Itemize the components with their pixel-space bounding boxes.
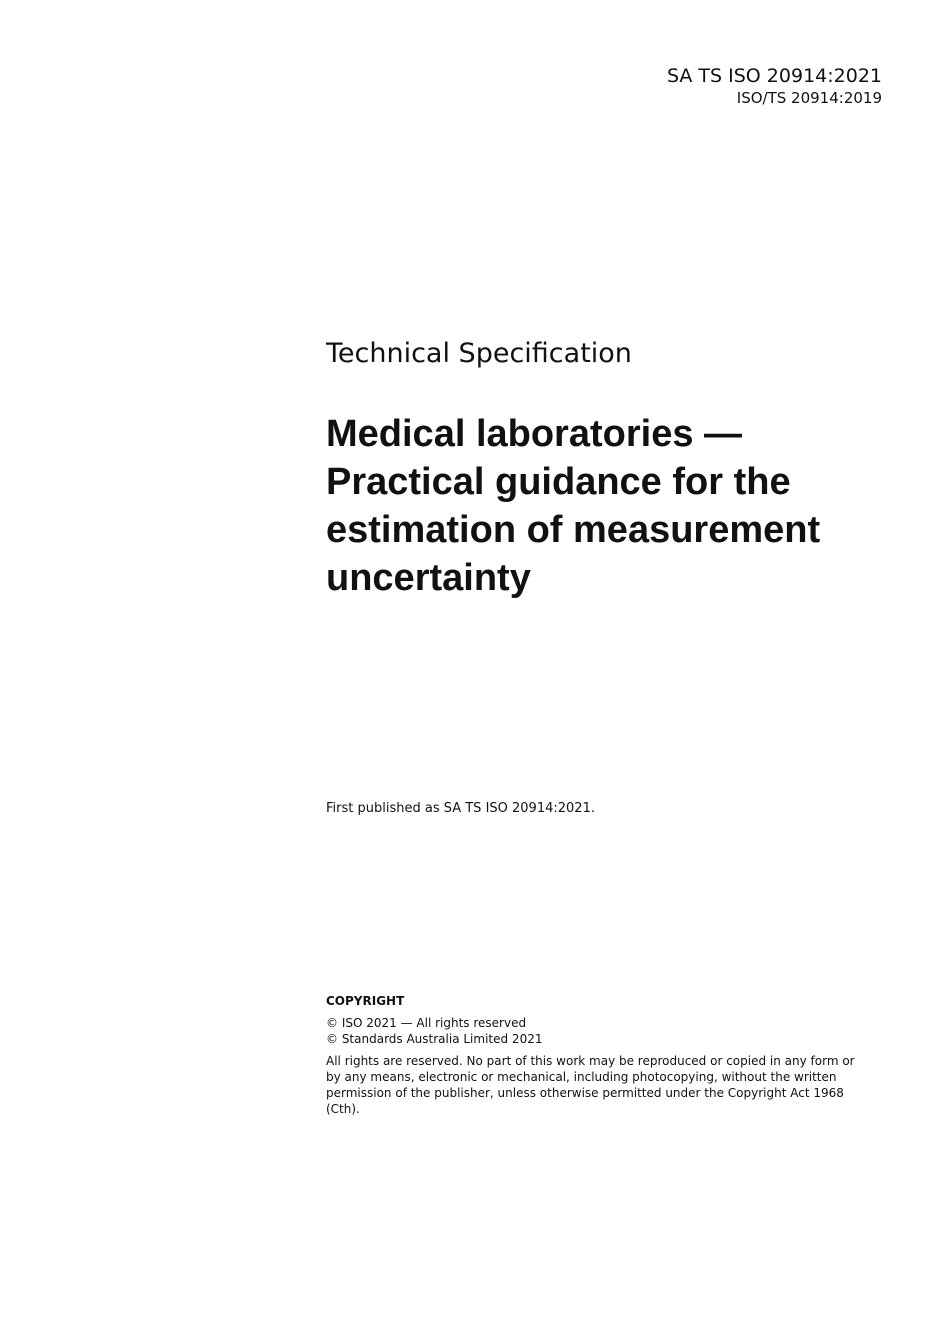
document-title: Medical laboratories — Practical guidance for the estimation of measurement uncertainty: [326, 413, 821, 599]
copyright-heading: COPYRIGHT: [326, 994, 405, 1008]
copyright-iso-line: © ISO 2021 — All rights reserved: [326, 1016, 527, 1030]
copyright-sa-line: © Standards Australia Limited 2021: [326, 1032, 543, 1046]
copyright-notice: All rights are reserved. No part of this work may be reproduced or copied in any form or by any means, electronic or mechanical, including photocopying, without the written permission of the publisher, unless otherwise permitted under the Copyright Act 1968 (Cth).: [326, 1054, 855, 1116]
document-identifiers: [667, 64, 882, 108]
standard-number: SA TS ISO 20914:2021: [666, 65, 882, 87]
copyright-section: [326, 993, 856, 1117]
document-type: Technical Specification: [326, 338, 632, 369]
first-published-note: First published as SA TS ISO 20914:2021.: [326, 801, 595, 816]
iso-standard-number: ISO/TS 20914:2019: [736, 89, 882, 107]
